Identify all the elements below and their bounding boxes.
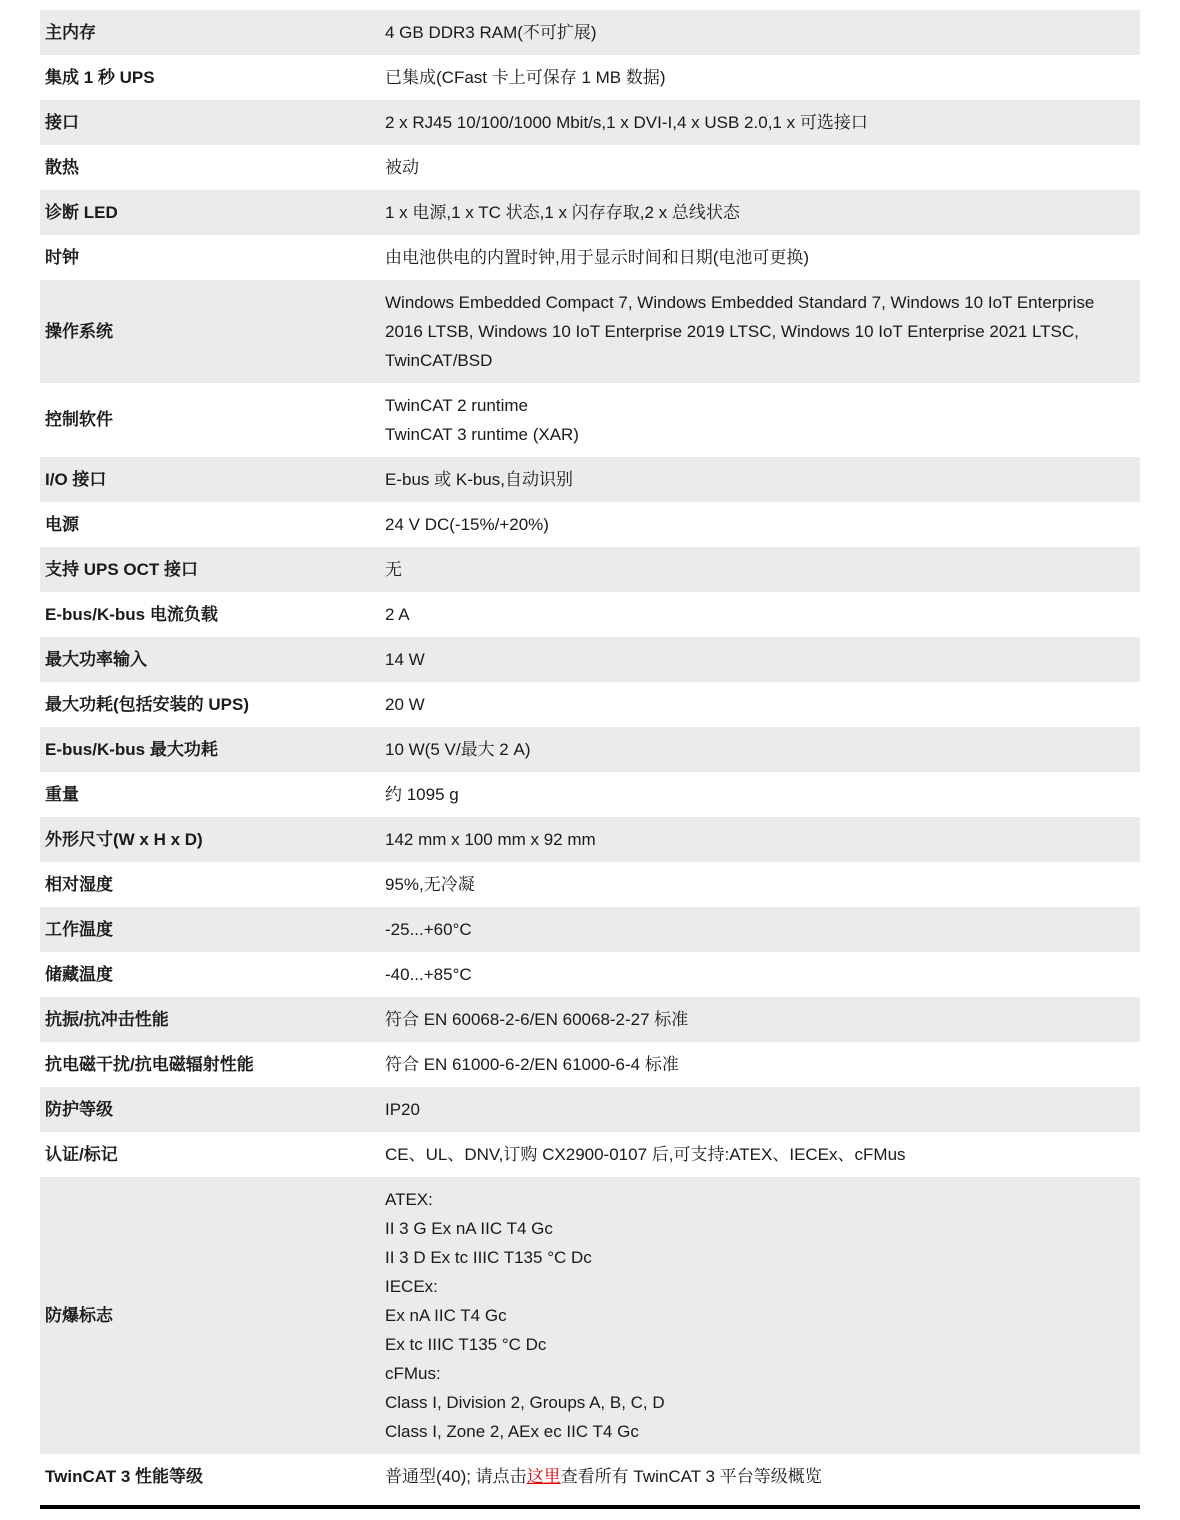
row-value: 约 1095 g	[385, 785, 459, 804]
row-label: 诊断 LED	[45, 202, 118, 222]
row-label: 操作系统	[45, 321, 113, 341]
row-value: 1 x 电源,1 x TC 状态,1 x 闪存存取,2 x 总线状态	[385, 203, 740, 222]
value-line: cFMus:	[385, 1364, 441, 1383]
row-value: 由电池供电的内置时钟,用于显示时间和日期(电池可更换)	[385, 248, 810, 267]
spec-row-ups	[40, 55, 1140, 100]
spec-row-protection-class	[40, 1087, 1140, 1132]
spec-table	[40, 10, 1140, 1509]
row-value: 10 W(5 V/最大 2 A)	[385, 740, 531, 759]
row-label: TwinCAT 3 性能等级	[45, 1466, 204, 1486]
row-label: 主内存	[45, 22, 96, 42]
row-value: -40...+85°C	[385, 965, 472, 984]
spec-row-storage-temp	[40, 952, 1140, 997]
spec-row-approvals	[40, 1132, 1140, 1177]
spec-row-diag-led	[40, 190, 1140, 235]
value-line: ATEX:	[385, 1190, 433, 1209]
row-label: 抗振/抗冲击性能	[45, 1009, 169, 1029]
row-label: 最大功耗(包括安装的 UPS)	[45, 694, 249, 714]
bottom-divider	[40, 1505, 1140, 1509]
spec-row-max-power-consumption	[40, 682, 1140, 727]
spec-row-current-load	[40, 592, 1140, 637]
row-value: CE、UL、DNV,订购 CX2900-0107 后,可支持:ATEX、IECEx、cFMus	[385, 1145, 906, 1164]
row-label: E-bus/K-bus 最大功耗	[45, 739, 218, 759]
spec-row-control-software	[40, 383, 1140, 457]
twincat-here-link[interactable]: 这里	[526, 1467, 561, 1486]
spec-row-twincat-performance	[40, 1454, 1140, 1499]
row-value	[385, 1454, 1140, 1499]
row-label: 重量	[45, 784, 79, 804]
value-line: II 3 D Ex tc IIIC T135 °C Dc	[385, 1248, 592, 1267]
row-value: 无	[385, 560, 402, 579]
row-label: 散热	[45, 157, 79, 177]
row-label: I/O 接口	[45, 469, 107, 489]
row-value: 95%,无冷凝	[385, 875, 475, 894]
row-value: 142 mm x 100 mm x 92 mm	[385, 830, 596, 849]
row-label: 控制软件	[45, 410, 113, 429]
row-label: 最大功率输入	[45, 649, 147, 669]
row-value: 24 V DC(-15%/+20%)	[385, 515, 549, 534]
spec-row-clock	[40, 235, 1140, 280]
row-label: 工作温度	[45, 919, 113, 939]
row-label: 电源	[45, 514, 79, 534]
row-value	[385, 383, 1140, 457]
row-label: E-bus/K-bus 电流负载	[45, 604, 218, 624]
row-label: 相对湿度	[45, 874, 113, 894]
row-label: 储藏温度	[45, 964, 113, 984]
row-label: 时钟	[45, 247, 79, 267]
spec-row-humidity	[40, 862, 1140, 907]
value-line: Ex tc IIIC T135 °C Dc	[385, 1335, 547, 1354]
spec-row-interfaces	[40, 100, 1140, 145]
row-value: Windows Embedded Compact 7, Windows Embedded Standard 7, Windows 10 IoT Enterprise 2016 LTSB, Windows 10 IoT Enterprise 2019 LTSC, Windows 10 IoT Enterprise 2021 LTSC, TwinCAT/BSD	[385, 293, 1095, 370]
row-label: 防护等级	[45, 1099, 113, 1119]
spec-row-main-memory	[40, 10, 1140, 55]
row-label: 抗电磁干扰/抗电磁辐射性能	[45, 1054, 254, 1074]
spec-row-operating-temp	[40, 907, 1140, 952]
row-value: IP20	[385, 1100, 420, 1119]
value-line: Class I, Zone 2, AEx ec IIC T4 Gc	[385, 1422, 639, 1441]
row-label: 接口	[45, 112, 79, 132]
spec-row-cooling	[40, 145, 1140, 190]
value-line: Ex nA IIC T4 Gc	[385, 1306, 507, 1325]
row-value: 被动	[385, 158, 419, 177]
row-label: 防爆标志	[45, 1305, 113, 1325]
value-text-suffix: 查看所有 TwinCAT 3 平台等级概览	[560, 1467, 822, 1486]
row-value	[385, 1177, 1140, 1454]
spec-row-vibration	[40, 997, 1140, 1042]
row-value: 符合 EN 60068-2-6/EN 60068-2-27 标准	[385, 1010, 689, 1029]
row-label: 外形尺寸(W x H x D)	[45, 829, 203, 849]
spec-row-operating-system	[40, 280, 1140, 383]
row-value: 14 W	[385, 650, 425, 669]
row-label: 支持 UPS OCT 接口	[45, 559, 199, 579]
spec-row-weight	[40, 772, 1140, 817]
spec-row-max-power-input	[40, 637, 1140, 682]
spec-row-ups-oct	[40, 547, 1140, 592]
row-value: 20 W	[385, 695, 425, 714]
spec-row-io-interface	[40, 457, 1140, 502]
value-text-prefix: 普通型(40); 请点击	[385, 1467, 527, 1486]
row-label: 认证/标记	[45, 1144, 118, 1164]
spec-row-bus-max-power	[40, 727, 1140, 772]
row-value: 2 x RJ45 10/100/1000 Mbit/s,1 x DVI-I,4 x USB 2.0,1 x 可选接口	[385, 113, 868, 132]
spec-row-emc	[40, 1042, 1140, 1087]
row-value: 2 A	[385, 605, 410, 624]
row-value: E-bus 或 K-bus,自动识别	[385, 470, 573, 489]
spec-row-dimensions	[40, 817, 1140, 862]
spec-row-ex-marking	[40, 1177, 1140, 1454]
spec-row-power-supply	[40, 502, 1140, 547]
row-label: 集成 1 秒 UPS	[45, 67, 155, 87]
value-line: II 3 G Ex nA IIC T4 Gc	[385, 1219, 553, 1238]
value-line: Class I, Division 2, Groups A, B, C, D	[385, 1393, 665, 1412]
value-line: TwinCAT 3 runtime (XAR)	[385, 425, 579, 444]
row-value: 符合 EN 61000-6-2/EN 61000-6-4 标准	[385, 1055, 679, 1074]
value-line: TwinCAT 2 runtime	[385, 396, 528, 415]
row-value: 4 GB DDR3 RAM(不可扩展)	[385, 23, 597, 42]
row-value: 已集成(CFast 卡上可保存 1 MB 数据)	[385, 68, 666, 87]
row-value: -25...+60°C	[385, 920, 472, 939]
value-line: IECEx:	[385, 1277, 438, 1296]
